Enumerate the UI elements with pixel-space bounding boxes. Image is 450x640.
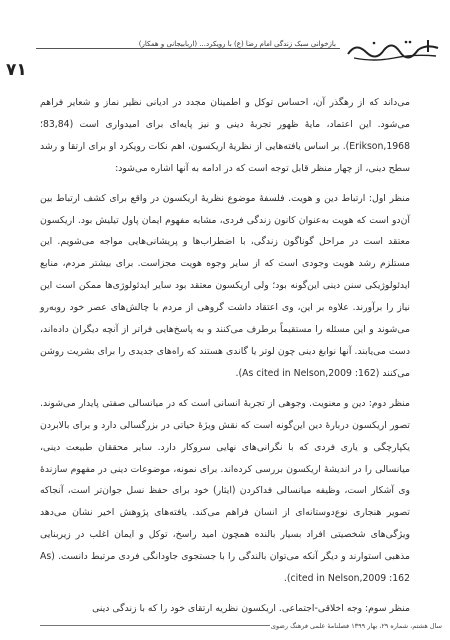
paragraph-intro: می‌داند که از رهگذر آن، احساس توکل و اطمینان مجدد در ادیانی نظیر نماز و شعایر فراهم می‌شود. این اعتماد، مایهٔ ظهور تجربهٔ دینی و نیز پایه‌ای برای امیدواری است (83,84؛ Erikson,1968). بر اساس یافته‌هایی از نظریهٔ اریکسون، اهم نکات رویکرد او برای ارتقا و رشد سطح دینی، از چهار منظر قابل توجه است که در ادامه به آنها اشاره می‌شود: (40, 97, 410, 174)
journal-logo (344, 36, 442, 64)
article-body (40, 92, 410, 628)
header-rule (36, 48, 340, 49)
footer-journal-info: سال هشتم، شماره ۲۹، بهار ۱۳۹۹ فصلنامهٔ علمی فرهنگ رضوی (270, 622, 442, 630)
page-header (0, 0, 450, 80)
paragraph-third-perspective: منظر سوم: وجه اخلاقی-اجتماعی. اریکسون نظریه ارتقای خود را که با زندگی دینی (92, 602, 410, 614)
page-footer (40, 614, 442, 632)
paragraph-second-perspective: منظر دوم: دین و معنویت. وجوهی از تجربهٔ انسانی است که در میانسالی صفتی پایدار می‌شوند. تصور اریکسون دربارهٔ دین این‌گونه است که نقش ویژهٔ حیاتی در بزرگسالی دارد و برای بالابردن یکپارچگی و یاری فردی که با نگرانی‌های نهایی سروکار دارد. سایر محققان طبیعت دینی، میانسالی را در اندیشهٔ اریکسون بررسی کرده‌اند. برای نمونه، موضوعات دینی در مفهوم سازندهٔ وی آشکار است، وظیفه میانسالی فداکردن (ایثار) خود برای حفظ نسل جوان‌تر است، آنجاکه تصویر هنجاری نوع‌دوستانه‌ای از انسان فراهم می‌کند. یافته‌های پژوهش اخیر نشان می‌دهد ویژگی‌های شخصیتی افراد بسیار بالنده همچون امید راسخ، توکل و ایمان اغلب در زیربنایی مذهبی استوارند و دیگر آنکه می‌توان بالندگی را با جستجوی جاودانگی فردی مرتبط دانست. (As cited in Nelson,2009 :162). (40, 397, 410, 585)
paragraph-first-perspective: منظر اول: ارتباط دین و هویت. فلسفهٔ موضوع نظریهٔ اریکسون در واقع برای کشف ارتباط بین آن‌دو است که هویت به‌عنوان کانون زندگی فردی، مشابه مفهوم ایمان پاول تیلیش بود. اریکسون معتقد است در مراحل گوناگون زندگی، با اضطراب‌ها و پریشانی‌هایی مواجه می‌شویم. این مستلزم رشد هویت وجودی است که از سایر وجوه هویت مجزاست. برای بیشتر مردم، منابع ایدئولوژیکی سنن دینی این‌گونه بود؛ ولی اریکسون معتقد بود سایر ایدئولوژی‌ها ممکن است این نیاز را برآورند. علاوه بر این، وی اعتقاد داشت گروهی از مردم با چالش‌های عصر خود روبه‌رو می‌شوند و این مسئله را مستقیماً برطرف می‌کنند و به پاسخ‌هایی فراتر از آنچه دیگران داده‌اند، دست می‌یابند. آنها نوابغ دینی چون لوتر یا گاندی هستند که راه‌های جدیدی را برای بشریت روشن می‌کنند (As cited in Nelson,2009 :162). (40, 192, 410, 379)
footer-rule (40, 625, 270, 626)
page-number: ۷۱ (6, 60, 27, 80)
running-head: بازخوانی سبک زندگی امام رضا (ع) با رویکرد... (اربابیجانی و همکار) (135, 40, 340, 48)
